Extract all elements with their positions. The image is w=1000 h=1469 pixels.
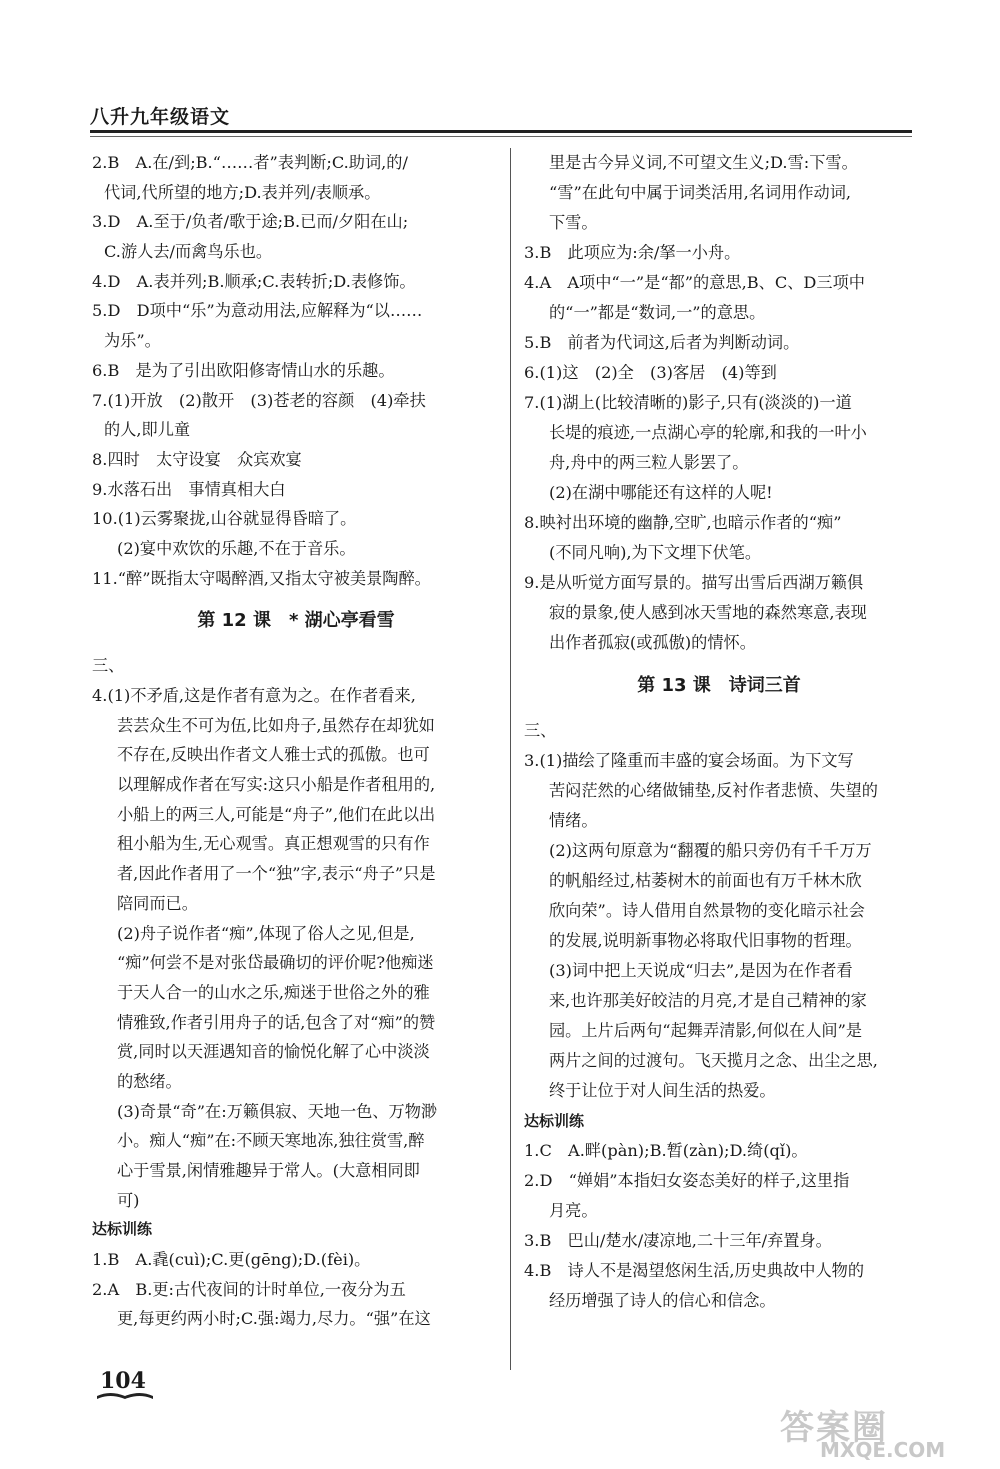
answer-line: 者,因此作者用了一个“独”字,表示“舟子”只是 [117,864,436,884]
book-icon [95,1388,155,1400]
lesson-title: 第 13 课 诗词三首 [637,675,801,696]
answer-line: 终于让位于对人间生活的热爱。 [549,1081,776,1100]
answer-line: 出作者孤寂(或孤傲)的情怀。 [549,633,756,652]
answer-line: C.游人去/而禽鸟乐也。 [104,242,273,262]
answer-line: 欣向荣”。诗人借用自然景物的变化暗示社会 [549,901,865,920]
answer-line: 三、 [92,656,125,676]
answer-line: 心于雪景,闲情雅趣异于常人。(大意相同即 [117,1161,420,1180]
answer-line: (2)舟子说作者“痴”,体现了俗人之见,但是, [117,923,415,943]
answer-line: 的愁绪。 [117,1071,182,1091]
answer-line: 4.A A项中“一”是“都”的意思,B、C、D三项中 [524,273,865,292]
header-rule [90,130,912,133]
left-column [92,148,500,1334]
answer-line: 9.水落石出 事情真相大白 [92,479,286,499]
answer-line: 里是古今异义词,不可望文生义;D.雪:下雪。 [549,153,858,172]
answer-line: 2.B A.在/到;B.“……者”表判断;C.助词,的/ [92,153,408,172]
subsection-heading: 达标训练 [524,1112,585,1130]
answer-line: 小船上的两三人,可能是“舟子”,他们在此以出 [117,804,436,824]
answer-line: (2)这两句原意为“翻覆的船只旁仍有千千万万 [549,841,872,860]
answer-line: 8.四时 太守设宴 众宾欢宴 [92,449,302,469]
header-rule-thin [90,136,912,137]
answer-line: (3)奇景“奇”在:万籁俱寂、天地一色、万物渺 [117,1101,438,1121]
answer-line: 6.(1)这 (2)全 (3)客居 (4)等到 [524,363,777,382]
answer-line: 租小船为生,无心观雪。真正想观雪的只有作 [117,834,430,854]
answer-line: (不同凡响),为下文埋下伏笔。 [549,543,762,562]
answer-line: 两片之间的过渡句。飞天揽月之念、出尘之思, [549,1051,878,1070]
answer-line: 3.D A.至于/负者/歌于途;B.已而/夕阳在山; [92,212,409,232]
answer-line: 的帆船经过,枯萎树木的前面也有万千林木欣 [549,871,862,890]
answer-line: 5.D D项中“乐”为意动用法,应解释为“以…… [92,301,423,321]
answer-line: 以理解成作者在写实:这只小船是作者租用的, [117,775,436,795]
answer-line: 4.(1)不矛盾,这是作者有意为之。在作者看来, [92,686,416,705]
watermark-logo-text: 答案圈 [780,1408,888,1448]
answer-line: 6.B 是为了引出欧阳修寄情山水的乐趣。 [92,360,395,380]
answer-line: 的“一”都是“数词,一”的意思。 [549,303,766,322]
answer-line: 苦闷茫然的心绪做铺垫,反衬作者悲愤、失望的 [549,781,878,800]
answer-line: 寂的景象,使人感到冰天雪地的森然寒意,表现 [549,603,867,622]
answer-line: 的人,即儿童 [104,420,191,440]
answer-line: 情雅致,作者引用舟子的话,包含了对“痴”的赞 [117,1012,436,1032]
answer-line: (3)词中把上天说成“归去”,是因为在作者看 [549,961,853,980]
answer-line: 2.D “婵娟”本指妇女姿态美好的样子,这里指 [524,1171,850,1190]
answer-line: 经历增强了诗人的信心和信念。 [549,1291,776,1310]
answer-line: 不存在,反映出作者文人雅士式的孤傲。也可 [117,745,430,765]
answer-line: 的发展,说明新事物必将取代旧事物的哲理。 [549,931,862,950]
answer-line: 5.B 前者为代词这,后者为判断动词。 [524,333,800,352]
answer-line: 长堤的痕迹,一点湖心亭的轮廓,和我的一叶小 [549,423,867,442]
answer-line: 1.C A.畔(pàn);B.暂(zàn);D.绮(qǐ)。 [524,1141,808,1160]
answer-line: 11.“醉”既指太守喝醉酒,又指太守被美景陶醉。 [92,568,431,588]
answer-line: 下雪。 [549,213,598,232]
page-header [90,100,912,146]
answer-line: 7.(1)湖上(比较清晰的)影子,只有(淡淡的)一道 [524,393,852,412]
answer-line: 于天人合一的山水之乐,痴迷于世俗之外的雅 [117,982,430,1002]
answer-line: 园。上片后两句“起舞弄清影,何似在人间”是 [549,1021,863,1040]
answer-line: (2)在湖中哪能还有这样的人呢! [549,483,773,502]
header-title: 八升九年级语文 [90,106,231,128]
page-number: 104 [100,1368,146,1394]
answer-line: 舟,舟中的两三粒人影罢了。 [549,453,749,472]
answer-line: 代词,代所望的地方;D.表并列/表顺承。 [104,182,381,202]
answer-line: 芸芸众生不可为伍,比如舟子,虽然存在却犹如 [117,715,435,735]
answer-line: 3.B 巴山/楚水/凄凉地,二十三年/弃置身。 [524,1231,832,1250]
answer-line: “痴”何尝不是对张岱最确切的评价呢?他痴迷 [117,953,434,973]
answer-line: “雪”在此句中属于词类活用,名词用作动词, [549,183,852,202]
answer-line: 情绪。 [549,811,598,830]
answer-line: 3.(1)描绘了隆重而丰盛的宴会场面。为下文写 [524,751,854,770]
answer-line: 来,也许那美好皎洁的月亮,才是自己精神的家 [549,991,867,1010]
answer-line: 10.(1)云雾聚拢,山谷就显得昏暗了。 [92,509,357,529]
answer-line: 赏,同时以天涯遇知音的愉悦化解了心中淡淡 [117,1042,430,1062]
answer-line: 1.B A.毳(cuì);C.更(gēng);D.(fèi)。 [92,1250,371,1270]
watermark [780,1400,990,1460]
answer-line: 可) [117,1190,140,1210]
watermark-url: MXQE.COM [820,1438,946,1462]
lesson-title: 第 12 课 * 湖心亭看雪 [197,610,395,632]
answer-line: 小。痴人“痴”在:不顾天寒地冻,独往赏雪,醉 [117,1131,425,1151]
answer-line: (2)宴中欢饮的乐趣,不在于音乐。 [117,538,356,558]
answer-line: 陪同而已。 [117,893,198,913]
answer-line: 8.映衬出环境的幽静,空旷,也暗示作者的“痴” [524,513,842,532]
answer-line: 3.B 此项应为:余/拏一小舟。 [524,243,741,262]
right-column [524,148,914,1316]
answer-line: 为乐”。 [104,331,161,351]
answer-line: 更,每更约两小时;C.强:竭力,尽力。“强”在这 [117,1309,431,1329]
subsection-heading: 达标训练 [92,1220,153,1239]
answer-line: 三、 [524,721,557,740]
answer-line: 9.是从听觉方面写景的。描写出雪后西湖万籁俱 [524,573,864,592]
answer-line: 4.B 诗人不是渴望悠闲生活,历史典故中人物的 [524,1261,865,1280]
answer-line: 7.(1)开放 (2)散开 (3)苍老的容颜 (4)牵扶 [92,390,426,410]
column-divider [510,148,511,1370]
answer-line: 月亮。 [549,1201,598,1220]
answer-line: 4.D A.表并列;B.顺承;C.表转折;D.表修饰。 [92,271,416,291]
answer-line: 2.A B.更:古代夜间的计时单位,一夜分为五 [92,1279,406,1299]
